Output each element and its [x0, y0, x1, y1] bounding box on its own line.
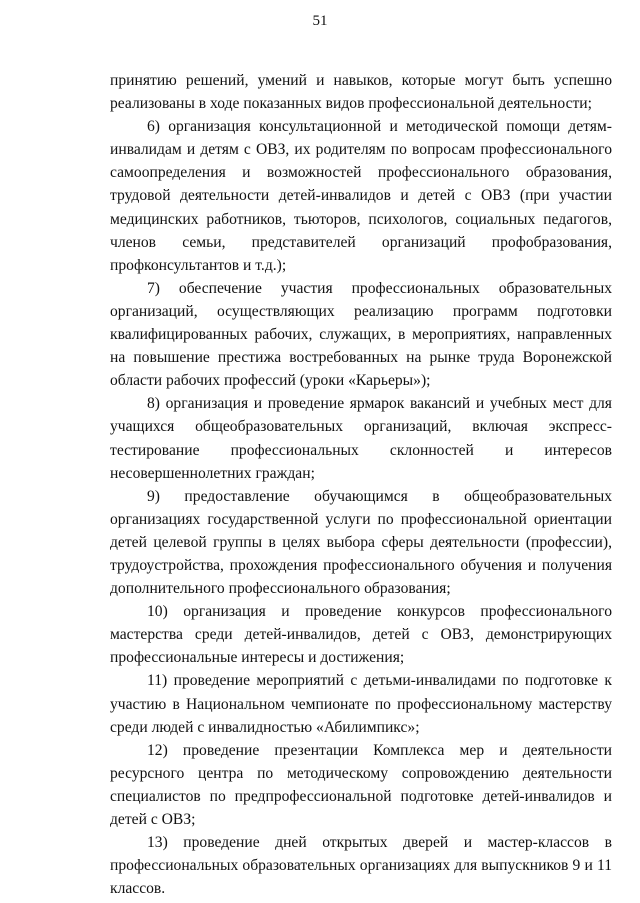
paragraph-item-10: 10) организация и проведение конкурсов профессионального мастерства среди детей-инвалидов, детей с ОВЗ, демонстрирующих профессиональные интересы и достижения; — [110, 603, 612, 667]
paragraph-item-12: 12) проведение презентации Комплекса мер и деятельности ресурсного центра по методическому сопровождению деятельности специалистов по предпрофессиональной подготовке детей-инвалидов и детей с ОВЗ; — [110, 741, 612, 828]
paragraph-item-7: 7) обеспечение участия профессиональных образовательных организаций, осуществляющих реализацию программ подготовки квалифицированных рабочих, служащих, в мероприятиях, направленных на повышение престижа востребованных на рынке труда Воронежской области рабочих профессий (уроки «Карьеры»); — [110, 279, 612, 390]
paragraph-item-13: 13) проведение дней открытых дверей и мастер-классов в профессиональных образовательных организациях для выпускников 9 и 11 классов. — [110, 834, 612, 898]
paragraph-continuation: принятию решений, умений и навыков, которые могут быть успешно реализованы в ходе показанных видов профессиональной деятельности; — [110, 72, 612, 113]
page-number: 51 — [312, 13, 328, 29]
document-body — [110, 69, 612, 900]
paragraph-item-9: 9) предоставление обучающимся в общеобразовательных организациях государственной услуги по профессиональной ориентации детей целевой группы в целях выбора сферы деятельности (профессии), трудоустройства, прохождения профессионального обучения и получения дополнительного профессионального образования; — [110, 487, 612, 598]
paragraph-item-11: 11) проведение мероприятий с детьми-инвалидами по подготовке к участию в Национальном чемпионате по профессиональному мастерству среди людей с инвалидностью «Абилимпикс»; — [110, 672, 612, 736]
paragraph-item-8: 8) организация и проведение ярмарок вакансий и учебных мест для учащихся общеобразовательных организаций, включая экспресс-тестирование профессиональных склонностей и интересов несовершеннолетних граждан; — [110, 395, 612, 482]
paragraph-item-6: 6) организация консультационной и методической помощи детям-инвалидам и детям с ОВЗ, их родителям по вопросам профессионального самоопределения и возможностей профессионального образования, трудовой деятельности детей-инвалидов и детей с ОВЗ (при участии медицинских работников, тьюторов, психологов, социальных педагогов, членов семьи, представителей организаций профобразования, профконсультантов и т.д.); — [110, 118, 612, 274]
